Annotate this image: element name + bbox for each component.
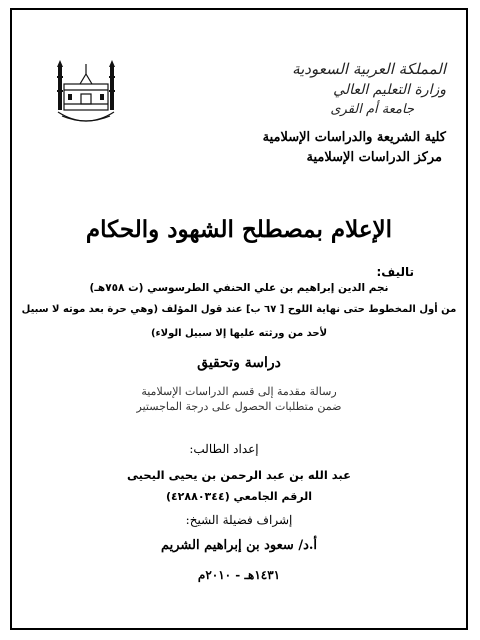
- year: ١٤٣١هـ - ٢٠١٠م: [197, 568, 281, 582]
- university-name: جامعة أم القرى: [330, 102, 414, 117]
- supervisor-label: إشراف فضيلة الشيخ:: [185, 513, 293, 527]
- college-name: كلية الشريعة والدراسات الإسلامية: [262, 130, 446, 145]
- student-label: إعداد الطالب:: [189, 442, 259, 456]
- document-page: [10, 8, 468, 630]
- supervisor-name: أ.د/ سعود بن إبراهيم الشريم: [160, 538, 318, 553]
- author-name: نجم الدين إبراهيم بن علي الحنفي الطرسوسي (ت ٧٥٨هـ): [89, 282, 389, 294]
- study-label: دراسة وتحقيق: [197, 355, 281, 371]
- student-number: الرقم الجامعي (٤٢٨٨٠٣٤٤): [165, 490, 313, 503]
- scope-line-2: لأحد من ورثته عليها إلا سبيل الولاء): [150, 328, 328, 339]
- center-name: مركز الدراسات الإسلامية: [306, 150, 442, 165]
- thesis-line-1: رسالة مقدمة إلى قسم الدراسات الإسلامية: [141, 385, 337, 398]
- scope-line-1: من أول المخطوط حتى نهاية اللوح [ ٦٧ ب] عند قول المؤلف (وهي حرة بعد موته لا سبيل: [21, 304, 457, 315]
- university-logo: [54, 60, 118, 130]
- student-name: عبد الله بن عبد الرحمن بن يحيى اليحيى: [127, 468, 351, 482]
- country-name: المملكة العربية السعودية: [292, 60, 446, 78]
- book-title: الإعلام بمصطلح الشهود والحكام: [85, 216, 393, 243]
- thesis-line-2: ضمن متطلبات الحصول على درجة الماجستير: [136, 400, 342, 413]
- authorship-label: تاليف:: [376, 265, 414, 279]
- ministry-name: وزارة التعليم العالي: [333, 82, 446, 98]
